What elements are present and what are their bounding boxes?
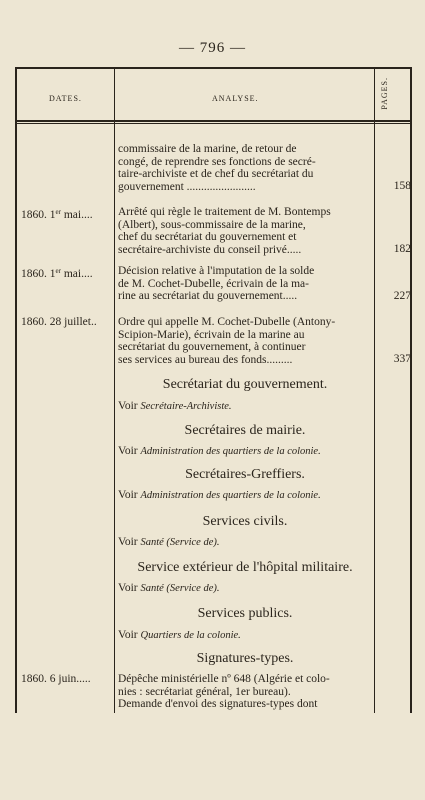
see-also: Voir Administration des quartiers de la colonie.	[118, 489, 321, 501]
entry-text: Ordre qui appelle M. Cochet-Dubelle (Antony- Scipion-Marie), écrivain de la marine au secrétariat du gouvernement, à continuer ses services au bureau des fonds.........	[118, 316, 336, 366]
index-table	[15, 67, 412, 713]
entry-page: 337	[393, 353, 411, 365]
header-analyse: ANALYSE.	[212, 94, 259, 103]
entry-date: 1860. 28 juillet..	[21, 316, 97, 328]
section-heading: Signatures-types.	[196, 651, 294, 666]
section-heading: Services publics.	[197, 606, 293, 621]
see-also: Voir Quartiers de la colonie.	[118, 629, 241, 641]
entry-page: 182	[393, 243, 411, 255]
section-heading: Services civils.	[202, 514, 288, 529]
entry-page: 227	[393, 290, 411, 302]
header-rule-thin	[17, 123, 410, 124]
section-heading: Service extérieur de l'hôpital militaire.	[137, 560, 353, 575]
entry-date: 1860. 1er mai....	[21, 208, 93, 221]
entry-date: 1860. 6 juin.....	[21, 673, 91, 685]
page-number: — 796 —	[179, 40, 246, 56]
see-also: Voir Secrétaire-Archiviste.	[118, 400, 232, 412]
header-rule	[17, 120, 410, 122]
entry-text: Dépêche ministérielle nº 648 (Algérie et colo- nies : secrétariat général, 1er bureau). Demande d'envoi des signatures-types dont	[118, 673, 330, 711]
entry-text: Arrêté qui règle le traitement de M. Bontemps (Albert), sous-commissaire de la marine, chef du secrétariat du gouvernement et secrétaire-archiviste du conseil privé.....	[118, 206, 331, 256]
entry-text: Décision relative à l'imputation de la solde de M. Cochet-Dubelle, écrivain de la ma- rine au secrétariat du gouvernement.....	[118, 265, 315, 303]
see-also: Voir Administration des quartiers de la colonie.	[118, 445, 321, 457]
header-dates: DATES.	[49, 94, 82, 103]
section-heading: Secrétaires de mairie.	[184, 423, 306, 438]
entry-text: commissaire de la marine, de retour de congé, de reprendre ses fonctions de secré- taire-archiviste et de chef du secrétariat du gouvernement ........................	[118, 143, 316, 193]
entry-page: 158	[393, 180, 411, 192]
section-heading: Secrétaires-Greffiers.	[185, 467, 305, 482]
see-also: Voir Santé (Service de).	[118, 536, 220, 548]
entry-date: 1860. 1er mai....	[21, 267, 93, 280]
see-also: Voir Santé (Service de).	[118, 582, 220, 594]
section-heading: Secrétariat du gouvernement.	[162, 377, 328, 392]
header-pages: PAGES.	[380, 77, 389, 110]
